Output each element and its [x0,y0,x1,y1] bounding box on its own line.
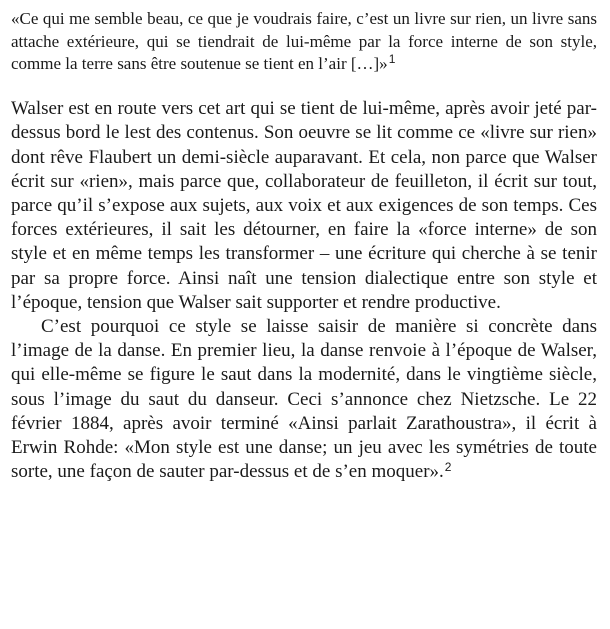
flaubert-quote [11,8,597,76]
footnote-ref-2[interactable]: 2 [444,459,452,474]
footnote-ref-1[interactable]: 1 [388,51,396,66]
paragraph-walser-art [11,97,597,315]
paragraph-dance-image [11,315,597,484]
paragraph-text: Walser est en route vers cet art qui se tient de lui-même, après avoir jeté par-dessus bord le lest des contenus. Son oeuvre se lit comme ce «livre sur rien» dont rêve Flaubert un demi-siècle auparavant. Et cela, non parce que Walser écrit sur «rien», mais parce que, collaborateur de feuilleton, il écrit sur tout, parce qu’il s’expose aux sujets, aux voix et aux exigences de son temps. Ces forces extérieures, il sait les détourner, en faire la «force interne» de son style et en même temps les transformer – une écriture qui cherche à se tenir par sa propre force. Ainsi naît une tension dialectique entre son style et l’époque, tension que Walser sait supporter et rendre productive. [11,98,597,313]
quote-text: «Ce qui me semble beau, ce que je voudrais faire, c’est un livre sur rien, un livre sans attache extérieure, qui se tiendrait de lui-même par la force interne de son style, comme la terre sans être soutenue se tient en l’air […]» [11,9,597,74]
paragraph-text: C’est pourquoi ce style se laisse saisir de manière si concrète dans l’image de la danse. En premier lieu, la danse renvoie à l’époque de Walser, qui elle-même se figure le saut dans la modernité, dans le vingtième siècle, sous l’image du saut du danseur. Ceci s’annonce chez Nietzsche. Le 22 février 1884, après avoir terminé «Ainsi parlait Zarathoustra», il écrit à Erwin Rohde: «Mon style est une danse; un jeu avec les symétries de toute sorte, une façon de sauter par-dessus et de s’en moquer». [11,315,597,483]
document-page [11,8,597,484]
